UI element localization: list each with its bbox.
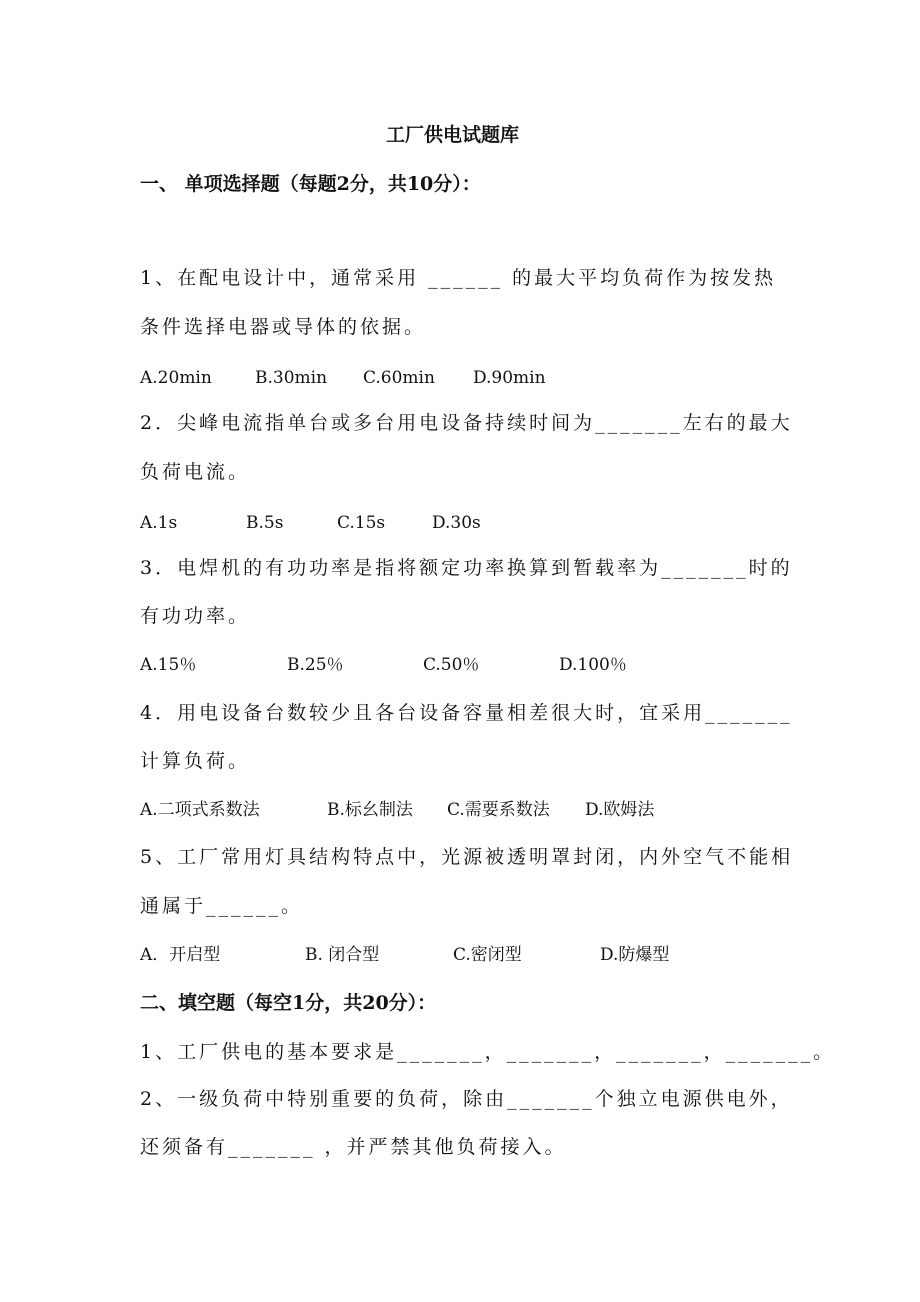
question-2-option-a: A.1s: [140, 513, 178, 533]
question-4-option-c: C.需要系数法: [447, 800, 550, 820]
question-2-line-1: 2．尖峰电流指单台或多台用电设备持续时间为_______左右的最大: [140, 412, 793, 434]
question-5-option-a: A．开启型: [140, 945, 221, 965]
question-4-option-b: B.标幺制法: [327, 800, 413, 820]
document-title: 工厂供电试题库: [386, 124, 520, 146]
question-1-option-a: A.20min: [140, 368, 212, 388]
question-3-line-2: 有功功率。: [140, 605, 251, 627]
question-4-line-2: 计算负荷。: [140, 750, 251, 772]
section-heading-single-choice: 一、 单项选择题（每题2分，共10分）：: [140, 173, 481, 195]
question-5-option-c: C.密闭型: [453, 945, 522, 965]
question-5-option-d: D.防爆型: [600, 945, 670, 965]
question-2-option-b: B.5s: [246, 513, 284, 533]
question-1-option-d: D.90min: [473, 368, 546, 388]
question-1-option-b: B.30min: [255, 368, 328, 388]
question-3-option-c: C.50％: [423, 655, 480, 675]
question-3-option-d: D.100％: [559, 655, 627, 675]
question-3-option-b: B.25％: [287, 655, 344, 675]
section-heading-fill-in: 二、填空题（每空1分，共20分）：: [140, 992, 437, 1014]
question-5-option-b: B. 闭合型: [305, 945, 380, 965]
question-1-option-c: C.60min: [363, 368, 435, 388]
question-5-line-1: 5、工厂常用灯具结构特点中，光源被透明罩封闭，内外空气不能相: [140, 846, 794, 868]
question-2-line-2: 负荷电流。: [140, 461, 251, 483]
question-1-line-1: 1、在配电设计中，通常采用 ______ 的最大平均负荷作为按发热: [140, 267, 777, 289]
question-4-option-d: D.欧姆法: [585, 800, 655, 820]
question-2-option-d: D.30s: [432, 513, 481, 533]
question-4-line-1: 4．用电设备台数较少且各台设备容量相差很大时，宜采用_______: [140, 702, 793, 724]
fill-question-2-line-2: 还须备有_______ ，并严禁其他负荷接入。: [140, 1136, 567, 1158]
question-3-option-a: A.15％: [140, 655, 197, 675]
question-2-option-c: C.15s: [337, 513, 386, 533]
question-3-line-1: 3．电焊机的有功功率是指将额定功率换算到暂载率为_______时的: [140, 557, 793, 579]
question-1-line-2: 条件选择电器或导体的依据。: [140, 316, 427, 338]
fill-question-2-line-1: 2、一级负荷中特别重要的负荷，除由_______个独立电源供电外，: [140, 1088, 793, 1110]
question-5-line-2: 通属于______。: [140, 895, 304, 917]
question-4-option-a: A.二项式系数法: [140, 800, 260, 820]
fill-question-1: 1、工厂供电的基本要求是_______，_______，_______，_______。: [140, 1041, 836, 1063]
